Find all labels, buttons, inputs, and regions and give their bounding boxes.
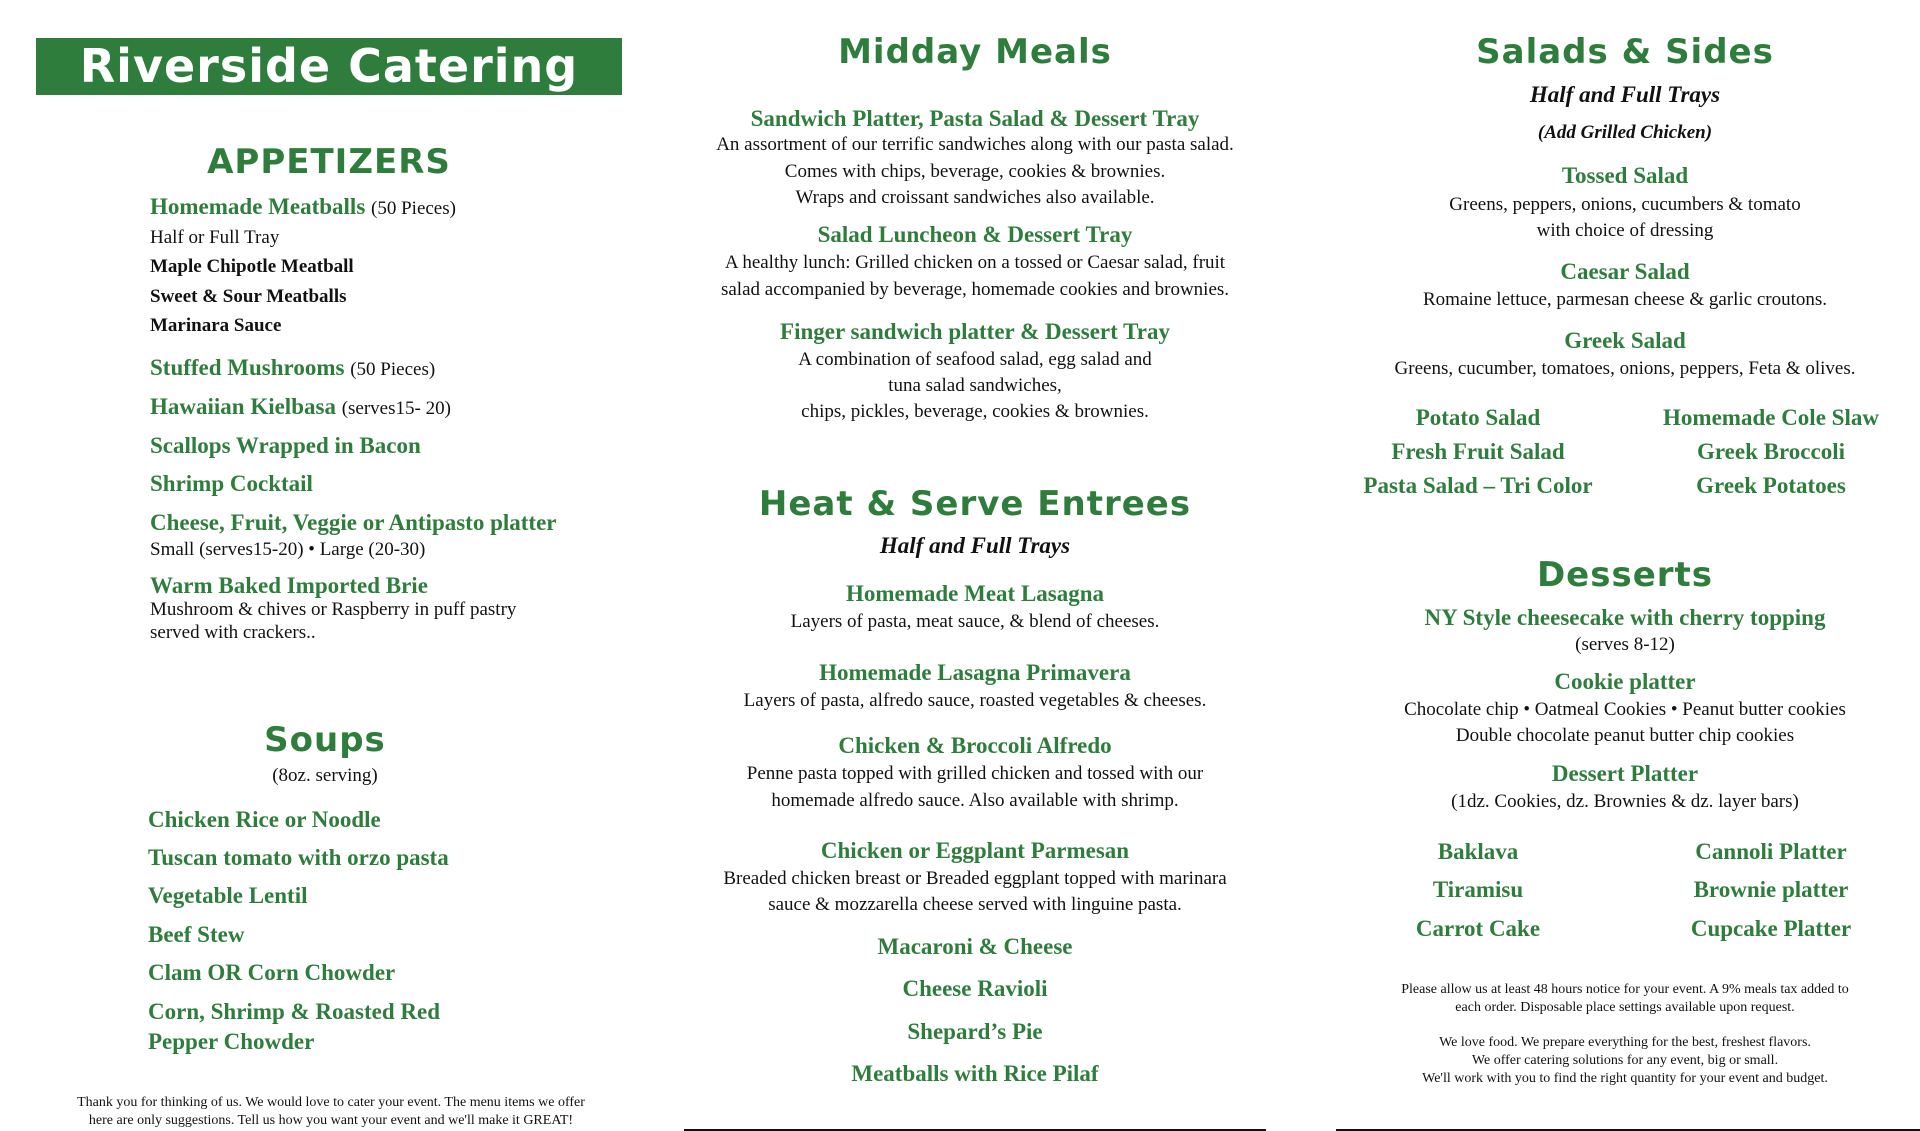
meatballs-qty: (50 Pieces)	[371, 198, 456, 219]
soup-item-4: Beef Stew	[148, 922, 245, 947]
brie-item: Warm Baked Imported Brie	[150, 573, 428, 598]
notice-line-1: Please allow us at least 48 hours notice for your event. A 9% meals tax added to	[1401, 982, 1849, 997]
notice-line-4: We offer catering solutions for any event, big or small.	[1471, 1053, 1779, 1068]
finger-name: Finger sandwich platter & Dessert Tray	[780, 319, 1170, 344]
alfredo-desc-1: Penne pasta topped with grilled chicken and tossed with our	[746, 763, 1204, 784]
side-left-1: Potato Salad	[1415, 405, 1541, 430]
soup-item-6a: Corn, Shrimp & Roasted Red	[148, 999, 440, 1024]
brie-desc-2: served with crackers..	[150, 622, 316, 643]
tossed-desc-1: Greens, peppers, onions, cucumbers & tomato	[1449, 194, 1801, 215]
appetizers-title: APPETIZERS	[207, 142, 451, 182]
notice-line-2: each order. Disposable place settings available upon request.	[1455, 1000, 1795, 1015]
cheesecake-serves: (serves 8-12)	[1575, 634, 1675, 655]
finger-desc-3: chips, pickles, beverage, cookies & brownies.	[801, 401, 1149, 422]
meatballs-name: Homemade Meatballs	[150, 194, 366, 219]
entree-extra-4: Meatballs with Rice Pilaf	[851, 1061, 1099, 1086]
desserts-title: Desserts	[1536, 555, 1714, 595]
cheesecake-name: NY Style cheesecake with cherry topping	[1424, 605, 1826, 630]
mushrooms-name: Stuffed Mushrooms	[150, 355, 345, 380]
soup-item-5: Clam OR Corn Chowder	[148, 960, 396, 985]
salads-addon: (Add Grilled Chicken)	[1537, 122, 1713, 143]
soup-item-3: Vegetable Lentil	[148, 883, 308, 908]
mushrooms-qty: (50 Pieces)	[350, 359, 436, 380]
side-right-1: Homemade Cole Slaw	[1663, 405, 1879, 430]
finger-desc-1: A combination of seafood salad, egg salad and	[798, 349, 1152, 370]
primavera-desc: Layers of pasta, alfredo sauce, roasted vegetables & cheeses.	[743, 690, 1207, 711]
side-left-2: Fresh Fruit Salad	[1391, 439, 1565, 464]
kielbasa-qty: (serves15- 20)	[341, 398, 451, 419]
brie-desc-1: Mushroom & chives or Raspberry in puff pastry	[150, 599, 517, 620]
entree-extra-2: Cheese Ravioli	[902, 976, 1048, 1001]
salad-luncheon-desc-1: A healthy lunch: Grilled chicken on a tossed or Caesar salad, fruit	[724, 252, 1226, 273]
thanks-line-1: Thank you for thinking of us. We would love to cater your event. The menu items we offer	[77, 1095, 585, 1110]
dessert-left-1: Baklava	[1437, 839, 1519, 864]
tossed-name: Tossed Salad	[1561, 163, 1689, 188]
meatballs-option-2: Sweet & Sour Meatballs	[150, 286, 347, 307]
salads-title: Salads & Sides	[1476, 32, 1774, 72]
notice-line-5: We'll work with you to find the right quantity for your event and budget.	[1422, 1071, 1828, 1086]
dessert-left-3: Carrot Cake	[1415, 916, 1541, 941]
midday-title: Midday Meals	[838, 32, 1112, 72]
cookie-platter-desc-2: Double chocolate peanut butter chip cookies	[1455, 725, 1795, 746]
side-left-3: Pasta Salad – Tri Color	[1363, 473, 1593, 498]
lasagna-name: Homemade Meat Lasagna	[845, 581, 1105, 606]
shrimp-item: Shrimp Cocktail	[150, 471, 313, 496]
parmesan-desc-1: Breaded chicken breast or Breaded eggplant topped with marinara	[723, 868, 1227, 889]
cookie-platter-desc-1: Chocolate chip • Oatmeal Cookies • Peanut butter cookies	[1404, 699, 1846, 720]
sandwich-desc-1: An assortment of our terrific sandwiches along with our pasta salad.	[716, 134, 1234, 155]
kielbasa-item	[150, 393, 451, 423]
dessert-right-2: Brownie platter	[1693, 877, 1849, 902]
alfredo-desc-2: homemade alfredo sauce. Also available with shrimp.	[771, 790, 1179, 811]
dessert-right-1: Cannoli Platter	[1695, 839, 1847, 864]
parmesan-desc-2: sauce & mozzarella cheese served with linguine pasta.	[768, 894, 1182, 915]
cookie-platter-name: Cookie platter	[1554, 669, 1696, 694]
soups-title: Soups	[264, 720, 386, 760]
finger-desc-2: tuna salad sandwiches,	[888, 375, 1062, 396]
soup-item-1: Chicken Rice or Noodle	[148, 807, 381, 832]
parmesan-name: Chicken or Eggplant Parmesan	[820, 838, 1130, 863]
entrees-title: Heat & Serve Entrees	[758, 484, 1192, 524]
primavera-name: Homemade Lasagna Primavera	[819, 660, 1131, 685]
kielbasa-name: Hawaiian Kielbasa	[150, 394, 336, 419]
meatballs-item	[150, 193, 456, 223]
notice-line-3: We love food. We prepare everything for the best, freshest flavors.	[1439, 1035, 1811, 1050]
meatballs-size: Half or Full Tray	[150, 227, 280, 248]
entree-extra-1: Macaroni & Cheese	[877, 934, 1073, 959]
meatballs-option-1: Maple Chipotle Meatball	[150, 256, 354, 277]
side-right-2: Greek Broccoli	[1697, 439, 1845, 464]
platter-item: Cheese, Fruit, Veggie or Antipasto platter	[150, 510, 557, 535]
salad-luncheon-name: Salad Luncheon & Dessert Tray	[817, 222, 1133, 247]
platter-sizes: Small (serves15-20) • Large (20-30)	[150, 539, 426, 560]
caesar-name: Caesar Salad	[1560, 259, 1690, 284]
brand-banner: Riverside Catering	[36, 38, 622, 95]
salads-subtitle: Half and Full Trays	[1529, 82, 1721, 107]
sandwich-desc-3: Wraps and croissant sandwiches also available.	[795, 187, 1155, 208]
entree-extra-3: Shepard’s Pie	[907, 1019, 1043, 1044]
tossed-desc-2: with choice of dressing	[1536, 220, 1714, 241]
sandwich-name: Sandwich Platter, Pasta Salad & Dessert Tray	[750, 106, 1200, 131]
dessert-left-2: Tiramisu	[1432, 877, 1524, 902]
scallops-item: Scallops Wrapped in Bacon	[150, 433, 421, 458]
soup-item-6b: Pepper Chowder	[148, 1029, 315, 1054]
greek-name: Greek Salad	[1564, 328, 1686, 353]
greek-desc: Greens, cucumber, tomatoes, onions, peppers, Feta & olives.	[1394, 358, 1856, 379]
meatballs-option-3: Marinara Sauce	[150, 315, 282, 336]
caesar-desc: Romaine lettuce, parmesan cheese & garlic croutons.	[1422, 289, 1828, 310]
alfredo-name: Chicken & Broccoli Alfredo	[838, 733, 1112, 758]
thanks-line-2: here are only suggestions. Tell us how you want your event and we'll make it GREAT!	[88, 1113, 574, 1128]
mushrooms-item	[150, 354, 435, 384]
soups-serving: (8oz. serving)	[272, 765, 378, 786]
dessert-platter-desc: (1dz. Cookies, dz. Brownies & dz. layer bars)	[1451, 791, 1799, 812]
lasagna-desc: Layers of pasta, meat sauce, & blend of cheeses.	[790, 611, 1160, 632]
side-right-3: Greek Potatoes	[1696, 473, 1846, 498]
sandwich-desc-2: Comes with chips, beverage, cookies & brownies.	[784, 161, 1166, 182]
dessert-platter-name: Dessert Platter	[1551, 761, 1699, 786]
salad-luncheon-desc-2: salad accompanied by beverage, homemade cookies and brownies.	[720, 279, 1230, 300]
soup-item-2: Tuscan tomato with orzo pasta	[148, 845, 449, 870]
dessert-right-3: Cupcake Platter	[1690, 916, 1852, 941]
entrees-subtitle: Half and Full Trays	[879, 533, 1071, 558]
